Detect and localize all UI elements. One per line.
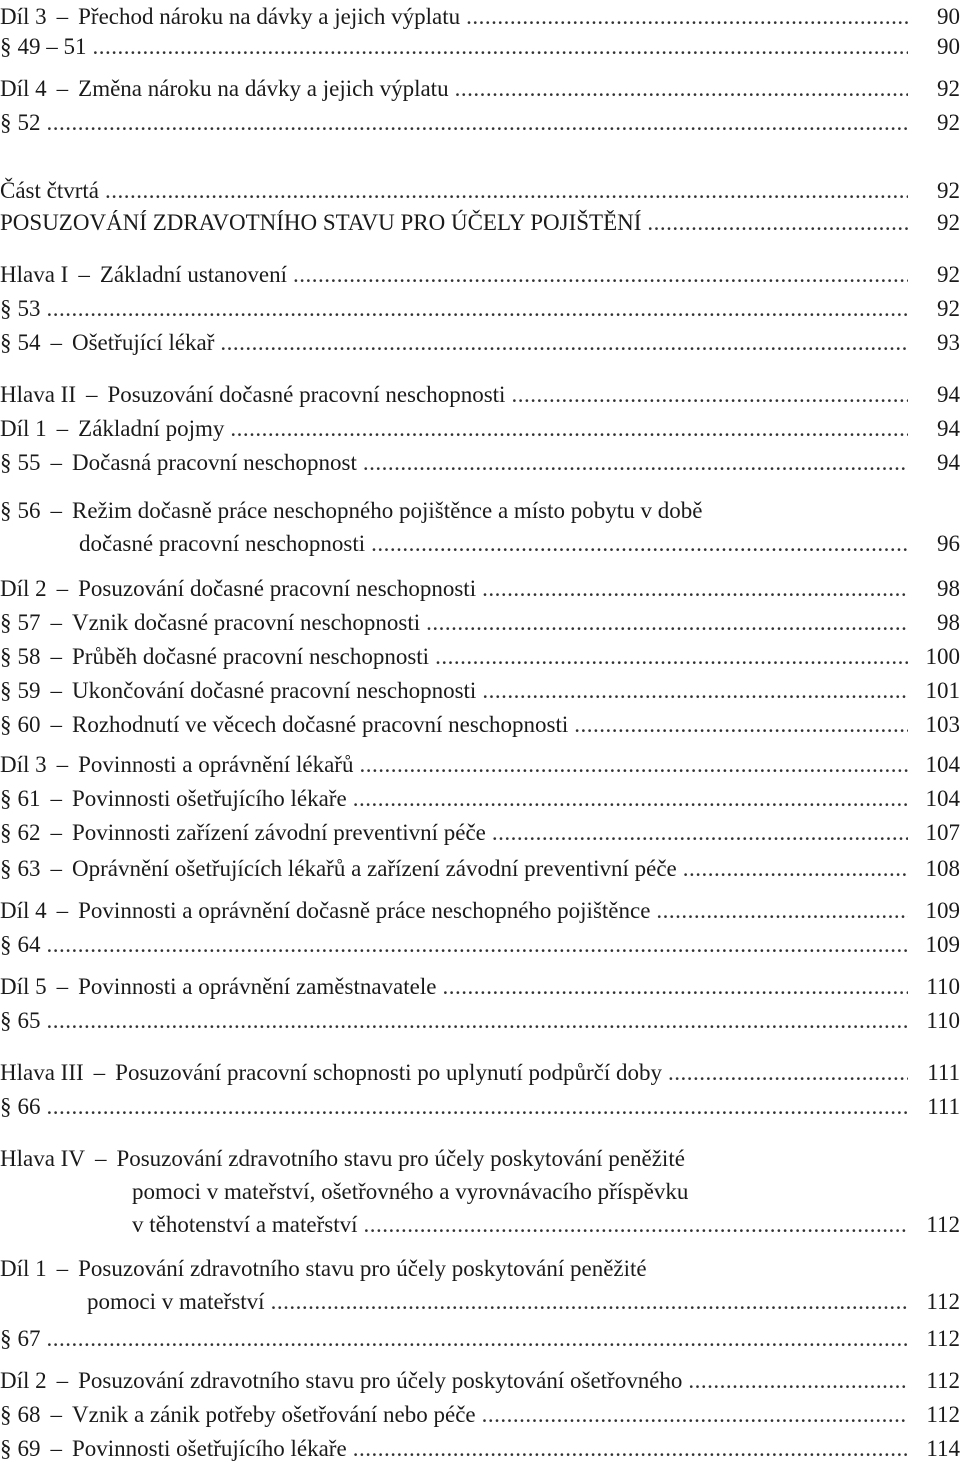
- toc-line: [0, 494, 960, 527]
- toc-title-continuation: [132, 1175, 688, 1208]
- dot-leader: [359, 748, 908, 781]
- page-number: 98: [937, 610, 960, 635]
- page-number: 92: [937, 178, 960, 203]
- toc-division-label: Díl 3: [0, 4, 47, 29]
- page-number: 111: [927, 1094, 960, 1119]
- toc-heading: [0, 782, 347, 815]
- toc-division-label: Díl 3: [0, 752, 47, 777]
- toc-heading: [0, 640, 429, 673]
- toc-title: Povinnosti a oprávnění lékařů: [78, 752, 354, 777]
- section-sign: §: [0, 820, 12, 845]
- toc-division-label: Díl 2: [0, 576, 47, 601]
- toc-heading: [0, 1090, 41, 1123]
- dot-leader: [435, 640, 908, 673]
- dot-leader: [363, 446, 908, 479]
- dot-leader: [442, 970, 908, 1003]
- toc-line: [0, 708, 960, 741]
- toc-division-label: Díl 1: [0, 416, 47, 441]
- toc-heading: [0, 0, 460, 33]
- page-number: 104: [925, 752, 960, 777]
- section-sign: §: [0, 450, 12, 475]
- toc-heading: [0, 748, 353, 781]
- toc-title: Posuzování dočasné pracovní neschopnosti: [107, 382, 506, 407]
- toc-line: [0, 572, 960, 605]
- toc-title: Změna nároku na dávky a jejich výplatu: [78, 76, 449, 101]
- section-sign: §: [0, 110, 12, 135]
- toc-heading: [0, 852, 677, 885]
- toc-title: Vznik dočasné pracovní neschopnosti: [72, 610, 421, 635]
- section-number: 63: [17, 856, 41, 881]
- page-number: 92: [937, 296, 960, 321]
- toc-heading: [0, 30, 87, 63]
- dot-leader: [426, 606, 908, 639]
- toc-line: [0, 1142, 960, 1175]
- section-number: 66: [17, 1094, 41, 1119]
- toc-title: Ošetřující lékař: [72, 330, 215, 355]
- toc-heading: [0, 1432, 347, 1465]
- toc-dash: –: [50, 1402, 62, 1427]
- toc-dash: –: [56, 576, 69, 601]
- page-number: 92: [937, 262, 960, 287]
- toc-line: [0, 1090, 960, 1123]
- toc-dash: –: [50, 498, 62, 523]
- toc-heading: [0, 292, 41, 325]
- toc-heading: [0, 1056, 662, 1089]
- dot-leader: [47, 1004, 909, 1037]
- dot-leader: [353, 782, 908, 815]
- dot-leader: [371, 527, 908, 560]
- page-number: 94: [937, 416, 960, 441]
- section-number: 56: [17, 498, 41, 523]
- toc-dash: –: [56, 974, 69, 999]
- toc-line: [0, 412, 960, 445]
- section-sign: §: [0, 786, 12, 811]
- section-sign: §: [0, 678, 12, 703]
- toc-line: [0, 782, 960, 815]
- section-number: 61: [17, 786, 41, 811]
- dot-leader: [482, 572, 908, 605]
- toc-heading: [0, 1004, 41, 1037]
- section-sign: §: [0, 856, 12, 881]
- section-sign: §: [0, 610, 12, 635]
- section-sign: §: [0, 1008, 12, 1033]
- toc-heading: [0, 928, 41, 961]
- toc-heading: [0, 894, 650, 927]
- section-number: 64: [17, 932, 41, 957]
- dot-leader: [668, 1056, 908, 1089]
- toc-title: Povinnosti a oprávnění dočasně práce neschopného pojištěnce: [78, 898, 651, 923]
- toc-dash: –: [56, 76, 69, 101]
- toc-heading: [0, 606, 420, 639]
- toc-line: [0, 527, 960, 560]
- toc-line: [0, 206, 960, 239]
- section-number: 59: [17, 678, 41, 703]
- dot-leader: [47, 928, 909, 961]
- toc-dash: –: [56, 1368, 69, 1393]
- toc-line: [0, 292, 960, 325]
- toc-heading: [0, 1322, 41, 1355]
- toc-dash: –: [94, 1146, 107, 1171]
- section-number: 58: [17, 644, 41, 669]
- toc-heading: [0, 446, 357, 479]
- toc-line: [0, 928, 960, 961]
- dot-leader: [511, 378, 908, 411]
- toc-title: Povinnosti ošetřujícího lékaře: [72, 786, 347, 811]
- section-number: 54: [17, 330, 41, 355]
- section-number: 68: [17, 1402, 41, 1427]
- page-number: 103: [925, 712, 960, 737]
- toc-heading: [0, 1252, 647, 1285]
- toc-dash: –: [50, 786, 62, 811]
- toc-dash: –: [50, 856, 62, 881]
- page-number: 96: [937, 531, 960, 556]
- toc-dash: –: [50, 712, 62, 737]
- toc-line: [0, 1398, 960, 1431]
- toc-dash: –: [50, 330, 62, 355]
- dot-leader: [220, 326, 908, 359]
- toc-heading: [0, 572, 476, 605]
- section-sign: §: [0, 1094, 12, 1119]
- toc-division-label: Díl 4: [0, 898, 47, 923]
- toc-heading: [0, 494, 702, 527]
- toc-division-label: Hlava IV: [0, 1146, 85, 1171]
- section-sign: §: [0, 34, 12, 59]
- toc-title: Část čtvrtá: [0, 178, 99, 203]
- toc-line: [0, 852, 960, 885]
- toc-line: [0, 1208, 960, 1241]
- page-number: 108: [925, 856, 960, 881]
- section-sign: §: [0, 1326, 12, 1351]
- toc-title: Ukončování dočasné pracovní neschopnosti: [72, 678, 477, 703]
- toc-dash: –: [56, 4, 69, 29]
- dot-leader: [47, 1090, 909, 1123]
- toc-title: Průběh dočasné pracovní neschopnosti: [72, 644, 430, 669]
- toc-title: Režim dočasně práce neschopného pojištěnce a místo pobytu v době: [72, 498, 703, 523]
- toc-division-label: Díl 5: [0, 974, 47, 999]
- toc-heading: [0, 206, 641, 239]
- toc-title-continuation-text: pomoci v mateřství: [87, 1289, 265, 1314]
- toc-line: [0, 0, 960, 33]
- toc-title: Přechod nároku na dávky a jejich výplatu: [78, 4, 461, 29]
- toc-line: [0, 816, 960, 849]
- toc-heading: [0, 412, 224, 445]
- toc-heading: [0, 1398, 476, 1431]
- toc-dash: –: [56, 898, 69, 923]
- section-number: 67: [17, 1326, 41, 1351]
- dot-leader: [455, 72, 908, 105]
- toc-line: [0, 72, 960, 105]
- toc-dash: –: [50, 610, 62, 635]
- toc-title: Rozhodnutí ve věcech dočasné pracovní neschopnosti: [72, 712, 569, 737]
- toc-line: [0, 970, 960, 1003]
- page-number: 112: [926, 1326, 960, 1351]
- toc-title: Základní pojmy: [78, 416, 225, 441]
- dot-leader: [271, 1285, 908, 1318]
- page-number: 112: [926, 1402, 960, 1427]
- toc-title: Vznik a zánik potřeby ošetřování nebo péče: [72, 1402, 476, 1427]
- page-number: 90: [937, 4, 960, 29]
- section-sign: §: [0, 644, 12, 669]
- toc-dash: –: [56, 752, 69, 777]
- dot-leader: [293, 258, 908, 291]
- toc-heading: [0, 106, 41, 139]
- toc-line: [0, 640, 960, 673]
- dot-leader: [363, 1208, 908, 1241]
- toc-title-continuation: [132, 1208, 357, 1241]
- section-number: 49 – 51: [17, 34, 87, 59]
- dot-leader: [688, 1364, 908, 1397]
- toc-line: [0, 1322, 960, 1355]
- page-number: 92: [937, 76, 960, 101]
- toc-title: POSUZOVÁNÍ ZDRAVOTNÍHO STAVU PRO ÚČELY POJIŠTĚNÍ: [0, 210, 642, 235]
- toc-line: [0, 1252, 960, 1285]
- dot-leader: [574, 708, 908, 741]
- dot-leader: [482, 674, 908, 707]
- toc-title-continuation-text: v těhotenství a mateřství: [132, 1212, 358, 1237]
- toc-title: Oprávnění ošetřujících lékařů a zařízení závodní preventivní péče: [72, 856, 677, 881]
- page-number: 94: [937, 450, 960, 475]
- toc-line: [0, 446, 960, 479]
- toc-heading: [0, 174, 99, 207]
- toc-title-continuation: [87, 1285, 265, 1318]
- page-number: 109: [925, 932, 960, 957]
- toc-title: Povinnosti zařízení závodní preventivní péče: [72, 820, 486, 845]
- section-number: 62: [17, 820, 41, 845]
- toc-title-continuation: [79, 527, 365, 560]
- toc-dash: –: [50, 820, 62, 845]
- toc-title: Dočasná pracovní neschopnost: [72, 450, 357, 475]
- dot-leader: [683, 852, 908, 885]
- toc-line: [0, 1004, 960, 1037]
- section-sign: §: [0, 1402, 12, 1427]
- toc-title: Povinnosti a oprávnění zaměstnavatele: [78, 974, 437, 999]
- toc-heading: [0, 1364, 682, 1397]
- toc-line: [0, 378, 960, 411]
- toc-line: [0, 674, 960, 707]
- page-number: 110: [926, 974, 960, 999]
- page-number: 112: [926, 1368, 960, 1393]
- toc-line: [0, 894, 960, 927]
- toc-division-label: Díl 4: [0, 76, 47, 101]
- toc-title: Základní ustanovení: [99, 262, 287, 287]
- toc-line: [0, 326, 960, 359]
- page-number: 100: [925, 644, 960, 669]
- section-sign: §: [0, 296, 12, 321]
- toc-heading: [0, 1142, 685, 1175]
- toc-title: Posuzování pracovní schopnosti po uplynutí podpůrčí doby: [115, 1060, 662, 1085]
- toc-title: Posuzování zdravotního stavu pro účely poskytování ošetřovného: [78, 1368, 683, 1393]
- toc-dash: –: [50, 450, 62, 475]
- section-number: 53: [17, 296, 41, 321]
- dot-leader: [656, 894, 908, 927]
- dot-leader: [353, 1432, 908, 1465]
- page-number: 114: [926, 1436, 960, 1461]
- page-number: 101: [925, 678, 960, 703]
- section-number: 60: [17, 712, 41, 737]
- section-sign: §: [0, 932, 12, 957]
- toc-dash: –: [50, 678, 62, 703]
- toc-line: [0, 1285, 960, 1318]
- toc-title: Posuzování zdravotního stavu pro účely poskytování peněžité: [78, 1256, 647, 1281]
- page-number: 109: [925, 898, 960, 923]
- dot-leader: [647, 206, 908, 239]
- toc-title: Posuzování dočasné pracovní neschopnosti: [78, 576, 477, 601]
- page-number: 98: [937, 576, 960, 601]
- page-number: 94: [937, 382, 960, 407]
- toc-dash: –: [50, 1436, 62, 1461]
- section-number: 55: [17, 450, 41, 475]
- page-number: 93: [937, 330, 960, 355]
- section-number: 52: [17, 110, 41, 135]
- section-sign: §: [0, 712, 12, 737]
- dot-leader: [230, 412, 908, 445]
- toc-division-label: Díl 1: [0, 1256, 47, 1281]
- toc-division-label: Hlava II: [0, 382, 76, 407]
- toc-title-continuation-text: pomoci v mateřství, ošetřovného a vyrovnávacího příspěvku: [132, 1179, 689, 1204]
- toc-heading: [0, 72, 449, 105]
- toc-dash: –: [50, 644, 62, 669]
- toc-heading: [0, 378, 505, 411]
- toc-line: [0, 258, 960, 291]
- dot-leader: [47, 106, 909, 139]
- page-number: 112: [926, 1212, 960, 1237]
- toc-division-label: Hlava III: [0, 1060, 84, 1085]
- toc-line: [0, 606, 960, 639]
- page-number: 104: [925, 786, 960, 811]
- toc-dash: –: [93, 1060, 106, 1085]
- toc-title: Posuzování zdravotního stavu pro účely poskytování peněžité: [116, 1146, 685, 1171]
- dot-leader: [492, 816, 908, 849]
- section-number: 57: [17, 610, 41, 635]
- dot-leader: [466, 0, 908, 33]
- page-number: 111: [927, 1060, 960, 1085]
- page-number: 110: [926, 1008, 960, 1033]
- dot-leader: [47, 292, 909, 325]
- dot-leader: [482, 1398, 908, 1431]
- page-number: 92: [937, 110, 960, 135]
- toc-line: [0, 1056, 960, 1089]
- page-number: 90: [937, 34, 960, 59]
- toc-heading: [0, 970, 436, 1003]
- dot-leader: [105, 174, 908, 207]
- section-number: 65: [17, 1008, 41, 1033]
- toc-heading: [0, 708, 568, 741]
- toc-line: [0, 1432, 960, 1465]
- toc-heading: [0, 674, 476, 707]
- toc-line: [0, 30, 960, 63]
- toc-division-label: Díl 2: [0, 1368, 47, 1393]
- section-sign: §: [0, 498, 12, 523]
- dot-leader: [47, 1322, 909, 1355]
- toc-dash: –: [86, 382, 98, 407]
- toc-line: [0, 1364, 960, 1397]
- toc-heading: [0, 258, 287, 291]
- toc-dash: –: [78, 262, 90, 287]
- section-number: 69: [17, 1436, 41, 1461]
- toc-heading: [0, 816, 486, 849]
- page-number: 107: [925, 820, 960, 845]
- section-sign: §: [0, 1436, 12, 1461]
- section-sign: §: [0, 330, 12, 355]
- toc-line: [0, 748, 960, 781]
- toc-heading: [0, 326, 214, 359]
- toc-line: [0, 1175, 960, 1208]
- toc-title: Povinnosti ošetřujícího lékaře: [72, 1436, 347, 1461]
- page-number: 112: [926, 1289, 960, 1314]
- toc-line: [0, 174, 960, 207]
- toc-title-continuation-text: dočasné pracovní neschopnosti: [79, 531, 366, 556]
- toc-division-label: Hlava I: [0, 262, 69, 287]
- dot-leader: [93, 30, 909, 63]
- toc-dash: –: [56, 416, 69, 441]
- page-number: 92: [937, 210, 960, 235]
- toc-dash: –: [56, 1256, 69, 1281]
- toc-line: [0, 106, 960, 139]
